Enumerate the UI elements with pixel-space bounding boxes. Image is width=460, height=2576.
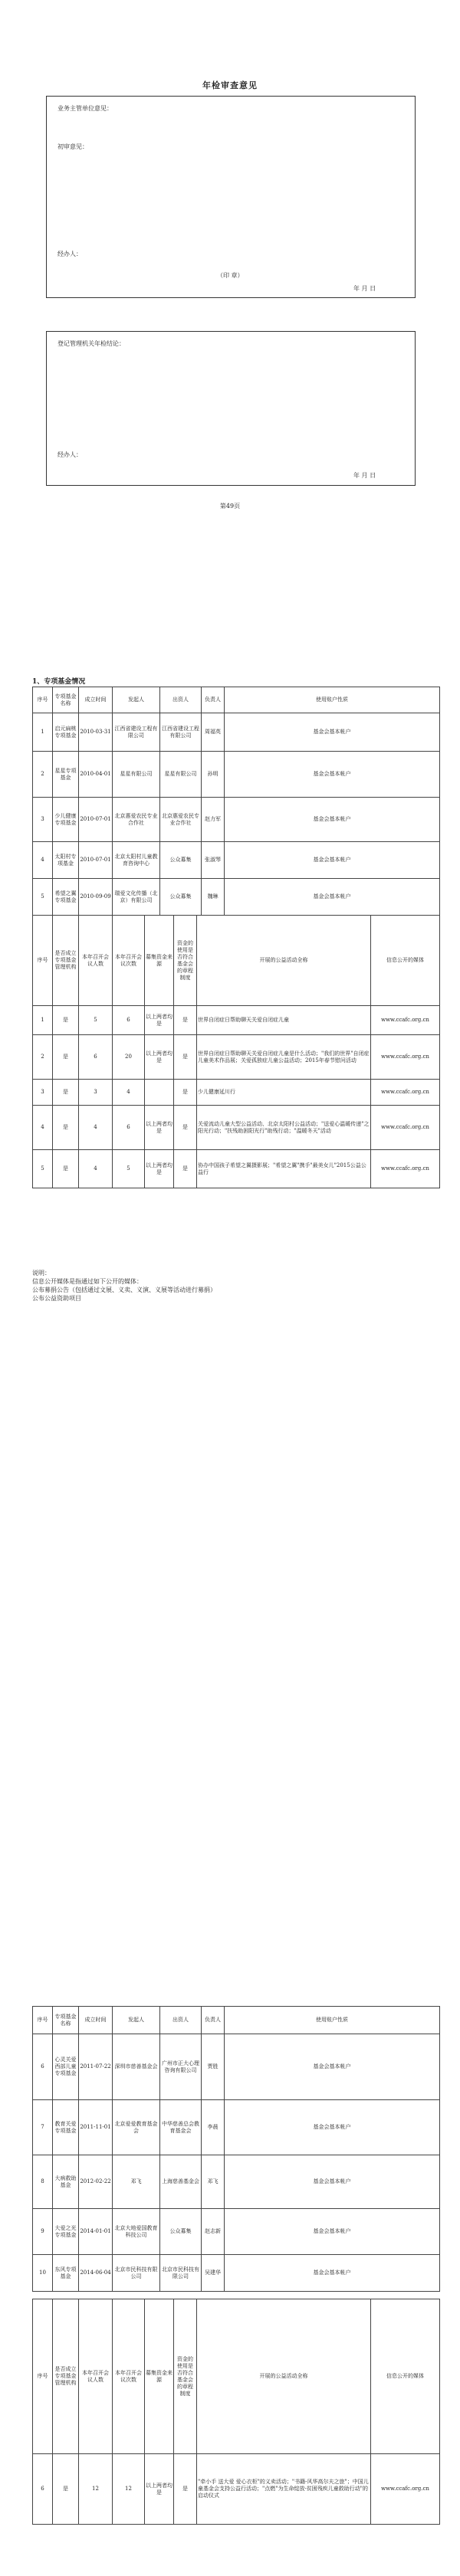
table-row <box>33 1150 440 1188</box>
header-cell: 序号 <box>33 916 53 1006</box>
cell: 2012-02-22 <box>79 2155 113 2209</box>
cell: 星星有限公司 <box>160 752 202 798</box>
cell: 星星专项基金 <box>53 752 79 798</box>
registry-box <box>46 331 416 486</box>
cell: 以上两者均是 <box>145 1006 174 1035</box>
cell: 6 <box>113 1006 145 1035</box>
cell: 基金会基本帐户 <box>225 752 440 798</box>
cell: 江西省建设工程有限公司 <box>160 713 202 752</box>
cell: 吴建华 <box>202 2255 225 2292</box>
page-title: 年检审查意见 <box>202 80 258 90</box>
cell: 启元扁桃专项基金 <box>53 713 79 752</box>
cell: 东风专项基金 <box>53 2255 79 2292</box>
cell: 12 <box>113 2454 145 2525</box>
cell: 5 <box>79 1006 113 1035</box>
cell: 6 <box>33 2454 53 2525</box>
header-cell: 本年召开会议次数 <box>113 2299 145 2454</box>
header-cell: 本年召开会议人数 <box>79 2299 113 2454</box>
cell: 6 <box>113 1106 145 1150</box>
cell: 是 <box>53 1035 79 1080</box>
cell: 是 <box>174 2454 197 2525</box>
cell: 公众募集 <box>160 842 202 879</box>
cell: 基金会基本帐户 <box>225 879 440 916</box>
table-header-row <box>33 2007 440 2034</box>
cell: 是 <box>174 1006 197 1035</box>
cell: 基金会基本帐户 <box>225 2034 440 2100</box>
cell: 少儿健康延川行 <box>197 1080 371 1106</box>
cell: 北京市民科技有限公司 <box>160 2255 202 2292</box>
cell: 公众募集 <box>160 879 202 916</box>
cell: 邓飞 <box>202 2155 225 2209</box>
table-row <box>33 713 440 752</box>
cell: 基金会基本帐户 <box>225 2100 440 2155</box>
header-cell: 成立时间 <box>79 2007 113 2034</box>
header-cell: 是否成立专项基金管理机构 <box>53 2299 79 2454</box>
cell: "牵小手 送大爱 爱心衣柜"的义卖活动；"书籍-风华高尔夫之旅"；中国儿童基金会支持公益行活动；"点燃"为生命绽放-贫困残疾儿童救助行动"的启动仪式 <box>197 2454 371 2525</box>
cell: 1 <box>33 713 53 752</box>
page-number: 第49页 <box>219 503 241 510</box>
note-line: 公布公益资助项目 <box>32 1295 81 1302</box>
header-cell: 开展的公益活动全称 <box>197 916 371 1006</box>
cell: 4 <box>33 842 53 879</box>
cell: 是 <box>53 1106 79 1150</box>
cell: 北京太阳村儿童教育咨询中心 <box>113 842 160 879</box>
header-cell: 是否成立专项基金管理机构 <box>53 916 79 1006</box>
header-cell: 募集资金来源 <box>145 916 174 1006</box>
cell: 4 <box>33 1106 53 1150</box>
cell: 2010-09-09 <box>79 879 113 916</box>
cell: 2010-03-31 <box>79 713 113 752</box>
header-cell: 专项基金名称 <box>53 2007 79 2034</box>
cell: 基金会基本帐户 <box>225 842 440 879</box>
table-row <box>33 798 440 842</box>
handler-label: 经办人： <box>58 251 82 257</box>
cell: 2010-07-01 <box>79 798 113 842</box>
cell: 是 <box>53 1150 79 1188</box>
cell: 以上两者均是 <box>145 1035 174 1080</box>
table-row <box>33 2155 440 2209</box>
section-heading: 1、专项基金情况 <box>32 678 86 686</box>
cell: 1 <box>33 1006 53 1035</box>
cell: 邓飞 <box>113 2155 160 2209</box>
cell: 北京惠爱农民专业合作社 <box>160 798 202 842</box>
cell: 以上两者均是 <box>145 1106 174 1150</box>
table-row <box>33 1080 440 1106</box>
cell: 5 <box>33 879 53 916</box>
cell: 北京爱爱教育基金会 <box>113 2100 160 2155</box>
cell: 江西省建设工程有限公司 <box>113 713 160 752</box>
cell: 9 <box>33 2209 53 2255</box>
cell: 大病救助基金 <box>53 2155 79 2209</box>
cell: 基金会基本帐户 <box>225 713 440 752</box>
table-row <box>33 1006 440 1035</box>
cell: 基金会基本帐户 <box>225 2155 440 2209</box>
cell: 2014-01-01 <box>79 2209 113 2255</box>
cell: 赵力军 <box>202 798 225 842</box>
cell: 2011-07-22 <box>79 2034 113 2100</box>
cell: 2011-11-01 <box>79 2100 113 2155</box>
notes <box>32 1269 216 1303</box>
cell: 是 <box>174 1106 197 1150</box>
cell: 孙明 <box>202 752 225 798</box>
cell: 是 <box>174 1150 197 1188</box>
header-cell: 信息公开的媒体 <box>371 916 440 1006</box>
header-cell: 出资人 <box>160 2007 202 2034</box>
cell: 是 <box>174 1080 197 1106</box>
cell: 是 <box>53 1006 79 1035</box>
cell: 2010-07-01 <box>79 842 113 879</box>
cell: 基金会基本帐户 <box>225 2255 440 2292</box>
cell: 是 <box>53 2454 79 2525</box>
cell: 星星有限公司 <box>113 752 160 798</box>
header-cell: 序号 <box>33 2299 53 2454</box>
header-cell: 专项基金名称 <box>53 687 79 713</box>
cell: 4 <box>113 1080 145 1106</box>
header-cell: 资金的使用是否符合基金会的章程制度 <box>174 916 197 1006</box>
cell: 魏琳 <box>202 879 225 916</box>
cell: www.ccafc.org.cn <box>371 1006 440 1035</box>
cell: 世界自闭症日帮助聊天关爱自闭症儿童 <box>197 1006 371 1035</box>
header-cell: 发起人 <box>113 687 160 713</box>
cell: 心灵关爱西部儿童专项基金 <box>53 2034 79 2100</box>
table-row <box>33 879 440 916</box>
cell: 5 <box>113 1150 145 1188</box>
cell: 6 <box>33 2034 53 2100</box>
header-cell: 发起人 <box>113 2007 160 2034</box>
header-cell: 资金的使用是否符合基金会的章程制度 <box>174 2299 197 2454</box>
table-row <box>33 1106 440 1150</box>
cell: 12 <box>79 2454 113 2525</box>
cell: 上海慈善基金会 <box>160 2155 202 2209</box>
header-cell: 负责人 <box>202 2007 225 2034</box>
header-cell: 负责人 <box>202 687 225 713</box>
table-row <box>33 2255 440 2292</box>
header-cell: 本年召开会议次数 <box>113 916 145 1006</box>
cell: 以上两者均是 <box>145 2454 174 2525</box>
cell: 3 <box>33 798 53 842</box>
note-line: 信息公开媒体是指通过如下公开的媒体： <box>32 1278 143 1285</box>
header-cell: 募集资金来源 <box>145 2299 174 2454</box>
table-header-row <box>33 687 440 713</box>
table-row <box>33 752 440 798</box>
cell: 北京大地爱国教育科技公司 <box>113 2209 160 2255</box>
cell: 关爱流动儿童大型公益活动、北京太阳村公益活动；"送爱心温暖传递"之阳光行动；"扶残助困阳光行"助残行动；"温暖冬天"活动 <box>197 1106 371 1150</box>
cell: www.ccafc.org.cn <box>371 1106 440 1150</box>
header-cell: 序号 <box>33 2007 53 2034</box>
cell: www.ccafc.org.cn <box>371 1150 440 1188</box>
cell: 希望之翼专项基金 <box>53 879 79 916</box>
header-cell: 序号 <box>33 687 53 713</box>
cell: 2010-04-01 <box>79 752 113 798</box>
cell: 太阳村专项基金 <box>53 842 79 879</box>
cell: 基金会基本帐户 <box>225 2209 440 2255</box>
cell: 2 <box>33 1035 53 1080</box>
header-cell: 开展的公益活动全称 <box>197 2299 371 2454</box>
cell: 周福英 <box>202 713 225 752</box>
seal-text: （印 章） <box>217 272 244 279</box>
cell: 中华慈善总会教育基金会 <box>160 2100 202 2155</box>
table-header-row <box>33 916 440 1006</box>
cell: 北京市民科技有限公司 <box>113 2255 160 2292</box>
cell: 李晨 <box>202 2100 225 2155</box>
fund-table <box>32 687 440 916</box>
cell: 教育关爱专项基金 <box>53 2100 79 2155</box>
cell: 少儿健康专项基金 <box>53 798 79 842</box>
registry-date: 年 月 日 <box>353 472 376 479</box>
cell: 广州市正大心理咨询有限公司 <box>160 2034 202 2100</box>
table-row <box>33 2209 440 2255</box>
header-cell: 信息公开的媒体 <box>371 2299 440 2454</box>
header-cell: 使用账户性质 <box>225 687 440 713</box>
cell: 深圳市慈善基金会 <box>113 2034 160 2100</box>
note-line: 说明： <box>32 1270 51 1277</box>
cell: 大爱之光专项基金 <box>53 2209 79 2255</box>
review-box <box>46 96 416 298</box>
review-date: 年 月 日 <box>353 285 376 292</box>
cell: 瑞爱文化传播（北京）有限公司 <box>113 879 160 916</box>
registry-opinion-label: 登记管理机关年检结论： <box>58 340 125 347</box>
cell: 赵志新 <box>202 2209 225 2255</box>
cell: 以上两者均是 <box>145 1150 174 1188</box>
header-cell: 出资人 <box>160 687 202 713</box>
cell: 4 <box>79 1150 113 1188</box>
cell: 基金会基本帐户 <box>225 798 440 842</box>
cell: 10 <box>33 2255 53 2292</box>
dept-opinion-label: 业务主管单位意见： <box>58 105 113 112</box>
cell: 6 <box>79 1035 113 1080</box>
cell: 2014-06-04 <box>79 2255 113 2292</box>
cell: 20 <box>113 1035 145 1080</box>
activity-table-continued <box>32 2299 440 2525</box>
header-cell: 本年召开会议人数 <box>79 916 113 1006</box>
cell: 贾胜 <box>202 2034 225 2100</box>
table-row <box>33 2454 440 2525</box>
header-cell: 成立时间 <box>79 687 113 713</box>
cell: www.ccafc.org.cn <box>371 1035 440 1080</box>
cell: 公众募集 <box>160 2209 202 2255</box>
cell: 世界自闭症日帮助聊天关爱自闭症儿童是什么活动；"我们的世界"自闭症儿童美术作品展；关爱孤独症儿童公益活动；2015年春节慰问活动 <box>197 1035 371 1080</box>
table-header-row <box>33 2299 440 2454</box>
cell: 协办中国孩子希望之翼摄影展；"希望之翼"携手"最美女儿"2015公益公益行 <box>197 1150 371 1188</box>
cell: www.ccafc.org.cn <box>371 1080 440 1106</box>
cell: 7 <box>33 2100 53 2155</box>
initial-opinion-label: 初审意见： <box>58 143 88 150</box>
table-row <box>33 2034 440 2100</box>
cell: 2 <box>33 752 53 798</box>
cell: 3 <box>79 1080 113 1106</box>
table-row <box>33 2100 440 2155</box>
cell: 是 <box>53 1080 79 1106</box>
note-line: 公布募捐公告（包括通过文展、义卖、义演、义展等活动进行募捐） <box>32 1286 216 1293</box>
table-row <box>33 842 440 879</box>
fund-table-continued <box>32 2006 440 2292</box>
cell: 北京惠爱农民专业合作社 <box>113 798 160 842</box>
cell: 张淑琴 <box>202 842 225 879</box>
cell: 3 <box>33 1080 53 1106</box>
cell: 是 <box>174 1035 197 1080</box>
cell: 4 <box>79 1106 113 1150</box>
cell: www.ccafc.org.cn <box>371 2454 440 2525</box>
activity-table <box>32 915 440 1188</box>
cell <box>145 1080 174 1106</box>
registry-handler-label: 经办人： <box>58 451 82 458</box>
cell: 5 <box>33 1150 53 1188</box>
cell: 8 <box>33 2155 53 2209</box>
header-cell: 使用账户性质 <box>225 2007 440 2034</box>
table-row <box>33 1035 440 1080</box>
